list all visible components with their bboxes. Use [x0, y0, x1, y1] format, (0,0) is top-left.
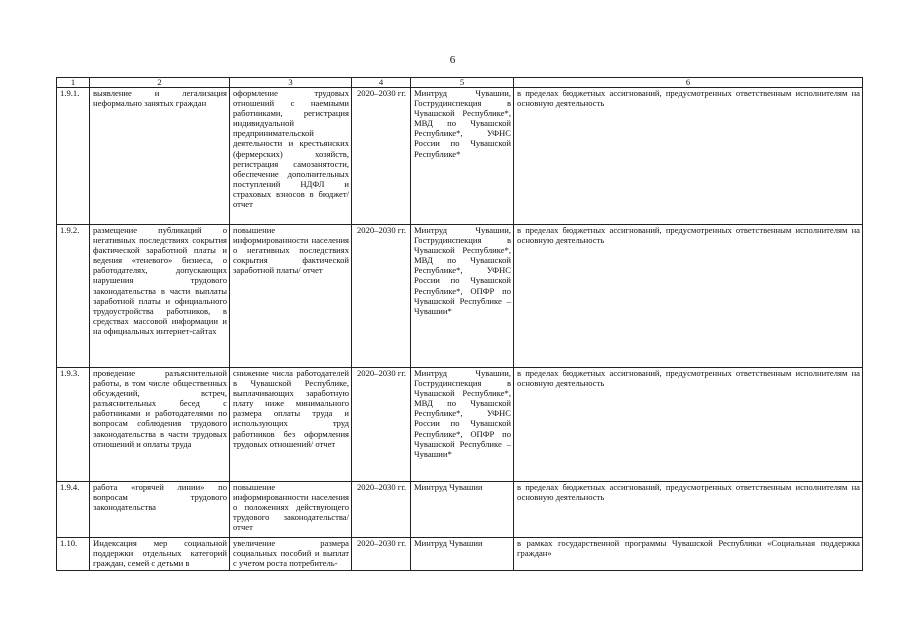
column-header: 4 — [352, 78, 411, 88]
executor-cell: Минтруд Чувашии — [411, 482, 514, 538]
table-row — [57, 88, 863, 225]
table-header-row — [57, 78, 863, 88]
term-cell: 2020–2030 гг. — [352, 368, 411, 482]
row-number: 1.9.3. — [57, 368, 90, 482]
result-cell: увеличение размера социальных пособий и выплат с учетом роста потребитель- — [230, 538, 352, 571]
term-cell: 2020–2030 гг. — [352, 88, 411, 225]
column-header: 2 — [90, 78, 230, 88]
funding-cell: в пределах бюджетных ассигнований, предусмотренных ответственным исполнителям на основную деятельность — [514, 368, 863, 482]
page-number: 6 — [449, 54, 456, 66]
funding-cell: в пределах бюджетных ассигнований, предусмотренных ответственным исполнителям на основную деятельность — [514, 88, 863, 225]
measures-table — [56, 77, 863, 571]
funding-cell: в рамках государственной программы Чувашской Республики «Социальная поддержка граждан» — [514, 538, 863, 571]
row-number: 1.9.2. — [57, 225, 90, 368]
table-row — [57, 538, 863, 571]
table-row — [57, 482, 863, 538]
table-row — [57, 225, 863, 368]
row-number: 1.9.1. — [57, 88, 90, 225]
term-cell: 2020–2030 гг. — [352, 538, 411, 571]
result-cell: повышение информированности населения о негативных последствиях сокрытия фактической заработной платы/ отчет — [230, 225, 352, 368]
event-cell: Индексация мер социальной поддержки отдельных категорий граждан, семей с детьми в — [90, 538, 230, 571]
executor-cell: Минтруд Чувашии, Гострудинспекция в Чувашской Республике*, МВД по Чувашской Республике*, УФНС России по Чувашской Республике* — [411, 88, 514, 225]
term-cell: 2020–2030 гг. — [352, 482, 411, 538]
column-header: 6 — [514, 78, 863, 88]
result-cell: снижение числа работодателей в Чувашской Республике, выплачивающих заработную плату ниже минимального размера оплаты труда и использующих труд работников без оформления трудовых отношений/ отчет — [230, 368, 352, 482]
row-number: 1.10. — [57, 538, 90, 571]
table-row — [57, 368, 863, 482]
funding-cell: в пределах бюджетных ассигнований, предусмотренных ответственным исполнителям на основную деятельность — [514, 482, 863, 538]
result-cell: оформление трудовых отношений с наемными работниками, регистрация индивидуальной предпринимательской деятельности и крестьянских (фермерских) хозяйств, регистрация самозанятости, обеспечение дополнительных поступлений НДФЛ и страховых взносов в бюджет/ отчет — [230, 88, 352, 225]
column-header: 5 — [411, 78, 514, 88]
result-cell: повышение информированности населения о положениях действующего трудового законодательства/ отчет — [230, 482, 352, 538]
funding-cell: в пределах бюджетных ассигнований, предусмотренных ответственным исполнителям на основную деятельность — [514, 225, 863, 368]
column-header: 3 — [230, 78, 352, 88]
event-cell: выявление и легализация неформально занятых граждан — [90, 88, 230, 225]
event-cell: работа «горячей линии» по вопросам трудового законодательства — [90, 482, 230, 538]
row-number: 1.9.4. — [57, 482, 90, 538]
column-header: 1 — [57, 78, 90, 88]
executor-cell: Минтруд Чувашии, Гострудинспекция в Чувашской Республике*, МВД по Чувашской Республике*, УФНС России по Чувашской Республике*, ОПФР по Чувашской Республике – Чувашии* — [411, 225, 514, 368]
executor-cell: Минтруд Чувашии — [411, 538, 514, 571]
executor-cell: Минтруд Чувашии, Гострудинспекция в Чувашской Республике*, МВД по Чувашской Республике*, УФНС России по Чувашской Республике*, ОПФР по Чувашской Республике – Чувашии* — [411, 368, 514, 482]
term-cell: 2020–2030 гг. — [352, 225, 411, 368]
event-cell: проведение разъяснительной работы, в том числе общественных обсуждений, встреч, разъяснительных бесед с работниками и работодателями по вопросам соблюдения трудового законодательства в части трудовых отношений и оплаты труда — [90, 368, 230, 482]
event-cell: размещение публикаций о негативных последствиях сокрытия фактической заработной платы и ведения «теневого» бизнеса, о работодателях, допускающих нарушения трудового законодательства в части выплаты заработной платы и официального трудоустройства работников, в средствах массовой информации и на официальных интернет-сайтах — [90, 225, 230, 368]
